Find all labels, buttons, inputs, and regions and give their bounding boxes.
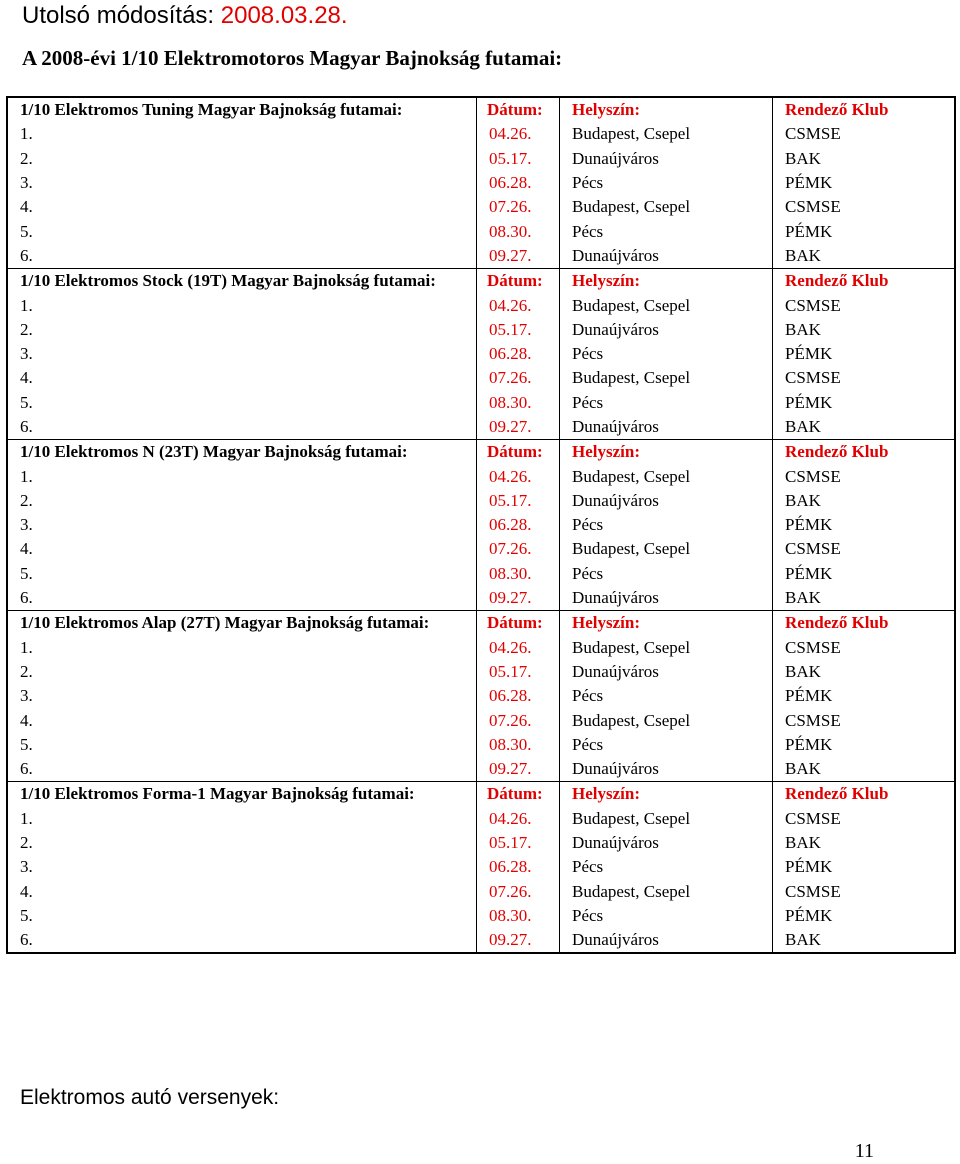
- race-location: Dunaújváros: [560, 244, 773, 269]
- table-row: [7, 171, 955, 195]
- race-schedule-table: [6, 96, 956, 954]
- table-row: [7, 318, 955, 342]
- race-number: 1.: [7, 464, 477, 488]
- race-organizer: CSMSE: [785, 368, 841, 388]
- table-row: [7, 391, 955, 415]
- race-number: 5.: [7, 219, 477, 243]
- race-date: 04.26.: [477, 293, 560, 317]
- table-row: [7, 757, 955, 782]
- location-column-header: Helyszín:: [560, 611, 773, 636]
- race-organizer: PÉMK: [785, 515, 833, 535]
- race-organizer: BAK: [785, 148, 821, 168]
- race-date: 08.30.: [477, 391, 560, 415]
- date-column-header: Dátum:: [477, 782, 560, 807]
- race-number: 4.: [7, 195, 477, 219]
- race-date: 04.26.: [477, 807, 560, 831]
- organizer-column-header: Rendező Klub: [773, 440, 956, 465]
- race-location: Pécs: [560, 391, 773, 415]
- race-organizer: CSMSE: [785, 124, 841, 144]
- race-location: Budapest, Csepel: [560, 708, 773, 732]
- table-row: [7, 733, 955, 757]
- table-row: [7, 831, 955, 855]
- race-organizer: PÉMK: [785, 221, 833, 241]
- footer-heading: Elektromos autó versenyek:: [20, 1086, 280, 1109]
- race-schedule-body: [7, 97, 955, 953]
- race-date: 07.26.: [477, 195, 560, 219]
- section-header-row: [7, 440, 955, 465]
- section-title: 1/10 Elektromos Forma-1 Magyar Bajnokság futamai:: [7, 782, 477, 807]
- race-location: Dunaújváros: [560, 318, 773, 342]
- race-location: Pécs: [560, 684, 773, 708]
- race-number: 6.: [7, 244, 477, 269]
- race-date: 07.26.: [477, 880, 560, 904]
- race-number: 3.: [7, 684, 477, 708]
- race-date: 06.28.: [477, 684, 560, 708]
- race-number: 1.: [7, 293, 477, 317]
- race-number: 3.: [7, 342, 477, 366]
- section-title: 1/10 Elektromos Tuning Magyar Bajnokság futamai:: [7, 97, 477, 122]
- section-title: 1/10 Elektromos N (23T) Magyar Bajnokság futamai:: [7, 440, 477, 465]
- race-date: 05.17.: [477, 147, 560, 171]
- section-title: 1/10 Elektromos Stock (19T) Magyar Bajnokság futamai:: [7, 269, 477, 294]
- section-title: 1/10 Elektromos Alap (27T) Magyar Bajnokság futamai:: [7, 611, 477, 636]
- table-row: [7, 415, 955, 440]
- date-column-header: Dátum:: [477, 440, 560, 465]
- race-number: 4.: [7, 366, 477, 390]
- race-number: 6.: [7, 586, 477, 611]
- table-row: [7, 513, 955, 537]
- date-column-header: Dátum:: [477, 269, 560, 294]
- table-row: [7, 660, 955, 684]
- race-location: Dunaújváros: [560, 586, 773, 611]
- race-location: Pécs: [560, 513, 773, 537]
- race-location: Pécs: [560, 855, 773, 879]
- table-row: [7, 537, 955, 561]
- race-organizer: BAK: [785, 930, 821, 950]
- race-number: 3.: [7, 171, 477, 195]
- race-organizer: CSMSE: [785, 295, 841, 315]
- race-location: Budapest, Csepel: [560, 122, 773, 146]
- race-location: Budapest, Csepel: [560, 293, 773, 317]
- race-date: 08.30.: [477, 904, 560, 928]
- race-date: 09.27.: [477, 415, 560, 440]
- date-column-header: Dátum:: [477, 97, 560, 122]
- last-modified-date: 2008.03.28.: [220, 2, 348, 29]
- race-date: 06.28.: [477, 855, 560, 879]
- race-organizer: PÉMK: [785, 686, 833, 706]
- table-row: [7, 342, 955, 366]
- location-column-header: Helyszín:: [560, 97, 773, 122]
- organizer-column-header: Rendező Klub: [773, 97, 956, 122]
- race-date: 07.26.: [477, 537, 560, 561]
- race-number: 3.: [7, 855, 477, 879]
- race-location: Pécs: [560, 904, 773, 928]
- table-row: [7, 293, 955, 317]
- race-organizer: CSMSE: [785, 710, 841, 730]
- race-number: 2.: [7, 147, 477, 171]
- race-organizer: BAK: [785, 759, 821, 779]
- race-location: Pécs: [560, 219, 773, 243]
- race-number: 5.: [7, 733, 477, 757]
- table-row: [7, 244, 955, 269]
- section-header-row: [7, 782, 955, 807]
- table-row: [7, 464, 955, 488]
- race-organizer: CSMSE: [785, 539, 841, 559]
- race-date: 08.30.: [477, 219, 560, 243]
- last-modified-label: Utolsó módosítás:: [22, 2, 215, 29]
- race-number: 1.: [7, 807, 477, 831]
- race-date: 04.26.: [477, 122, 560, 146]
- race-number: 4.: [7, 880, 477, 904]
- table-row: [7, 195, 955, 219]
- race-number: 4.: [7, 708, 477, 732]
- race-organizer: PÉMK: [785, 857, 833, 877]
- race-date: 04.26.: [477, 464, 560, 488]
- page-title: A 2008-évi 1/10 Elektromotoros Magyar Bajnokság futamai:: [22, 46, 563, 70]
- race-organizer: PÉMK: [785, 173, 833, 193]
- race-organizer: CSMSE: [785, 808, 841, 828]
- table-row: [7, 904, 955, 928]
- table-row: [7, 684, 955, 708]
- table-row: [7, 807, 955, 831]
- table-row: [7, 586, 955, 611]
- race-number: 2.: [7, 831, 477, 855]
- table-row: [7, 708, 955, 732]
- section-header-row: [7, 97, 955, 122]
- race-date: 06.28.: [477, 342, 560, 366]
- location-column-header: Helyszín:: [560, 782, 773, 807]
- race-date: 05.17.: [477, 318, 560, 342]
- race-number: 2.: [7, 489, 477, 513]
- race-location: Dunaújváros: [560, 757, 773, 782]
- race-date: 07.26.: [477, 708, 560, 732]
- date-column-header: Dátum:: [477, 611, 560, 636]
- table-row: [7, 219, 955, 243]
- race-date: 09.27.: [477, 757, 560, 782]
- race-location: Dunaújváros: [560, 928, 773, 953]
- race-date: 06.28.: [477, 171, 560, 195]
- race-location: Budapest, Csepel: [560, 366, 773, 390]
- table-row: [7, 928, 955, 953]
- location-column-header: Helyszín:: [560, 440, 773, 465]
- race-location: Budapest, Csepel: [560, 807, 773, 831]
- race-organizer: CSMSE: [785, 637, 841, 657]
- section-header-row: [7, 611, 955, 636]
- race-organizer: PÉMK: [785, 905, 833, 925]
- race-date: 08.30.: [477, 733, 560, 757]
- location-column-header: Helyszín:: [560, 269, 773, 294]
- race-location: Budapest, Csepel: [560, 195, 773, 219]
- race-date: 08.30.: [477, 562, 560, 586]
- race-date: 05.17.: [477, 489, 560, 513]
- table-row: [7, 366, 955, 390]
- organizer-column-header: Rendező Klub: [773, 611, 956, 636]
- race-location: Budapest, Csepel: [560, 464, 773, 488]
- table-row: [7, 855, 955, 879]
- table-row: [7, 489, 955, 513]
- race-location: Pécs: [560, 342, 773, 366]
- race-date: 06.28.: [477, 513, 560, 537]
- race-number: 6.: [7, 928, 477, 953]
- race-organizer: PÉMK: [785, 734, 833, 754]
- race-location: Dunaújváros: [560, 831, 773, 855]
- race-location: Budapest, Csepel: [560, 880, 773, 904]
- race-location: Pécs: [560, 733, 773, 757]
- race-location: Dunaújváros: [560, 415, 773, 440]
- race-number: 6.: [7, 757, 477, 782]
- race-location: Budapest, Csepel: [560, 636, 773, 660]
- race-date: 09.27.: [477, 586, 560, 611]
- table-row: [7, 122, 955, 146]
- race-location: Pécs: [560, 562, 773, 586]
- race-date: 09.27.: [477, 928, 560, 953]
- table-row: [7, 636, 955, 660]
- race-organizer: BAK: [785, 417, 821, 436]
- table-row: [7, 880, 955, 904]
- race-date: 04.26.: [477, 636, 560, 660]
- race-location: Pécs: [560, 171, 773, 195]
- race-organizer: PÉMK: [785, 392, 833, 412]
- section-header-row: [7, 269, 955, 294]
- race-organizer: BAK: [785, 588, 821, 608]
- organizer-column-header: Rendező Klub: [773, 782, 956, 807]
- race-location: Dunaújváros: [560, 489, 773, 513]
- race-number: 2.: [7, 318, 477, 342]
- race-organizer: PÉMK: [785, 563, 833, 583]
- race-date: 05.17.: [477, 831, 560, 855]
- last-modified: [22, 2, 348, 30]
- race-date: 05.17.: [477, 660, 560, 684]
- race-number: 3.: [7, 513, 477, 537]
- race-number: 5.: [7, 391, 477, 415]
- race-number: 1.: [7, 122, 477, 146]
- race-organizer: BAK: [785, 833, 821, 853]
- race-organizer: BAK: [785, 661, 821, 681]
- race-organizer: CSMSE: [785, 466, 841, 486]
- table-row: [7, 562, 955, 586]
- race-number: 1.: [7, 636, 477, 660]
- organizer-column-header: Rendező Klub: [773, 269, 956, 294]
- race-organizer: CSMSE: [785, 197, 841, 217]
- race-organizer: CSMSE: [785, 881, 841, 901]
- race-number: 5.: [7, 904, 477, 928]
- race-location: Budapest, Csepel: [560, 537, 773, 561]
- page-number: 11: [854, 1140, 874, 1162]
- race-organizer: PÉMK: [785, 344, 833, 364]
- race-location: Dunaújváros: [560, 660, 773, 684]
- race-organizer: BAK: [785, 490, 821, 510]
- race-number: 2.: [7, 660, 477, 684]
- table-row: [7, 147, 955, 171]
- race-location: Dunaújváros: [560, 147, 773, 171]
- race-number: 5.: [7, 562, 477, 586]
- race-number: 4.: [7, 537, 477, 561]
- race-date: 07.26.: [477, 366, 560, 390]
- race-organizer: BAK: [785, 245, 821, 265]
- race-date: 09.27.: [477, 244, 560, 269]
- race-organizer: BAK: [785, 319, 821, 339]
- race-number: 6.: [7, 415, 477, 440]
